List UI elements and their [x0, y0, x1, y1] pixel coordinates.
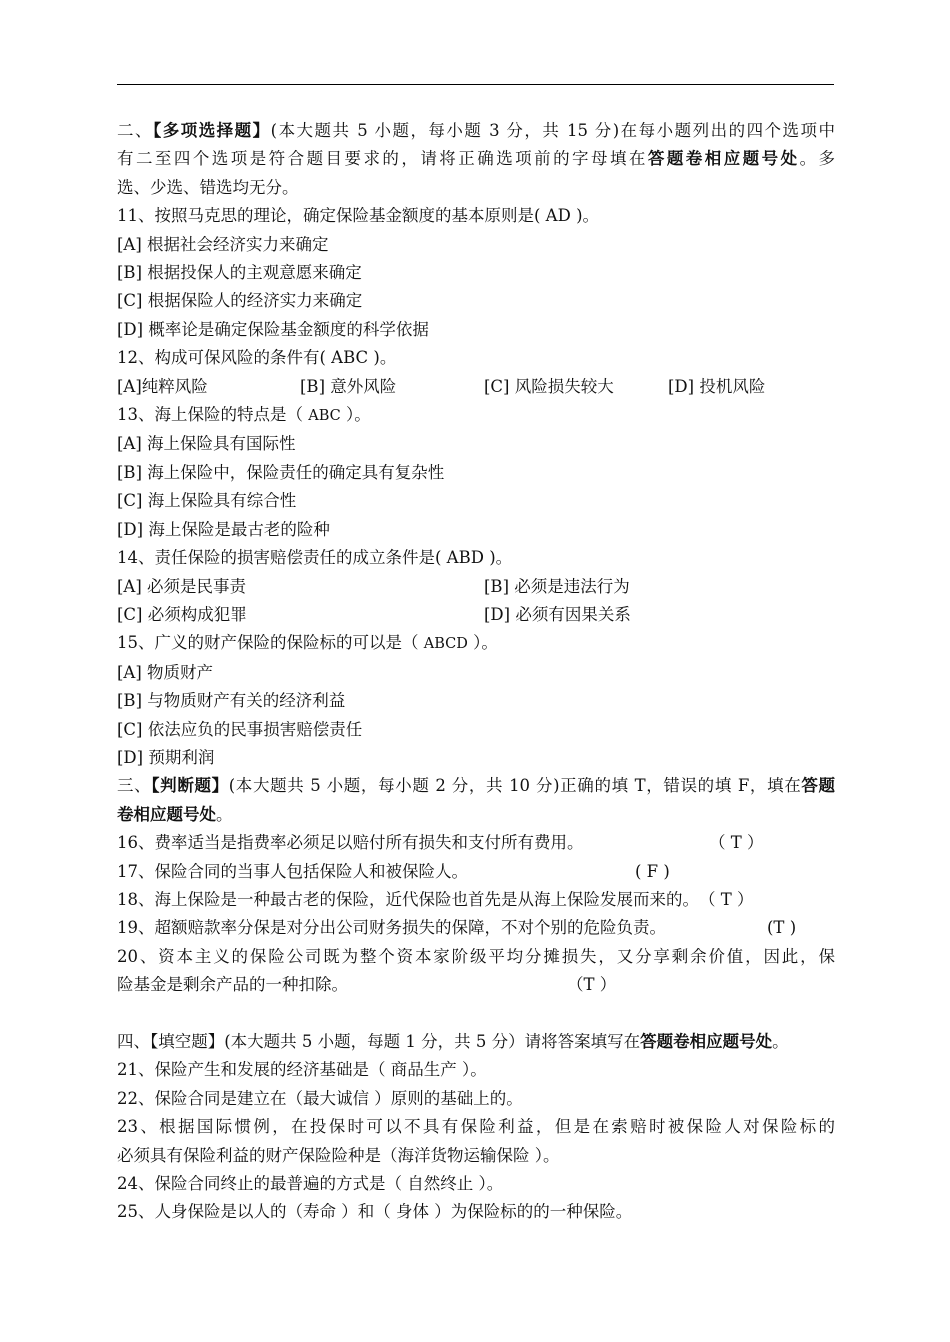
option-15-c: [C] 依法应负的民事损害赔偿责任 [117, 719, 363, 739]
sec2-instructions-3: 。多 [799, 149, 836, 169]
sec3-title: 【判断题】 [151, 776, 229, 796]
option-13-d: [D] 海上保险是最古老的险种 [117, 519, 330, 539]
question-12: 12、构成可保风险的条件有( ABC )。 [117, 348, 397, 368]
question-23-line2: 必须具有保险利益的财产保险险种是（海洋货物运输保险 ）。 [117, 1145, 560, 1165]
sec4-instructions: 四、【填空题】(本大题共 5 小题，每题 1 分，共 5 分）请将答案填写在 [117, 1031, 641, 1051]
answer-19: (T ) [767, 918, 797, 938]
question-16 [117, 829, 835, 857]
question-22: 22、保险合同是建立在（最大诚信 ）原则的基础上的。 [117, 1088, 523, 1108]
exam-page [117, 117, 835, 1227]
question-18 [117, 886, 835, 914]
question-13-end: ）。 [340, 405, 371, 425]
answer-18: （ T ） [699, 889, 754, 909]
sec4-heading [117, 1028, 835, 1056]
question-21: 21、保险产生和发展的经济基础是（ 商品生产 ）。 [117, 1060, 487, 1080]
sec3-number: 三、 [117, 776, 152, 796]
question-20-text: 险基金是剩余产品的一种扣除。 [117, 975, 348, 995]
option-14-d: [D] 必须有因果关系 [484, 604, 631, 624]
question-14: 14、责任保险的损害赔偿责任的成立条件是( ABD )。 [117, 548, 513, 568]
answer-15: ABCD [423, 636, 468, 653]
sec3-heading-line1 [117, 772, 835, 800]
options-12 [117, 373, 835, 401]
sec3-period: 。 [216, 804, 233, 824]
option-11-c: [C] 根据保险人的经济实力来确定 [117, 291, 363, 311]
sec2-answer-sheet-note: 答题卷相应题号处 [647, 149, 800, 169]
sec2-instructions-2: 有二至四个选项是符合题目要求的，请将正确选项前的字母填在 [117, 149, 648, 169]
question-13-text: 13、海上保险的特点是（ [117, 405, 309, 425]
header-rule [117, 84, 834, 85]
option-12-c: [C] 风险损失较大 [484, 376, 614, 396]
sec2-heading-line3: 选、少选、错选均无分。 [117, 177, 299, 197]
option-11-d: [D] 概率论是确定保险基金额度的科学依据 [117, 319, 429, 339]
option-13-c: [C] 海上保险具有综合性 [117, 491, 297, 511]
option-11-b: [B] 根据投保人的主观意愿来确定 [117, 263, 362, 283]
question-19 [117, 914, 835, 942]
sec2-title: 【多项选择题】 [152, 121, 271, 140]
option-13-b: [B] 海上保险中，保险责任的确定具有复杂性 [117, 462, 445, 482]
question-25: 25、人身保险是以人的（寿命 ）和（ 身体 ）为保险标的的一种保险。 [117, 1202, 633, 1222]
option-15-b: [B] 与物质财产有关的经济利益 [117, 691, 346, 711]
sec3-answer-sheet-note-1: 答题 [801, 776, 835, 796]
question-19-text: 19、超额赔款率分保是对分出公司财务损失的保障，不对个别的危险负责。 [117, 918, 666, 938]
answer-13: ABC [308, 408, 341, 425]
section-spacer [117, 1000, 835, 1028]
option-12-d: [D] 投机风险 [668, 376, 766, 396]
sec3-answer-sheet-note-2: 卷相应题号处 [117, 804, 216, 824]
option-14-a: [A] 必须是民事责 [117, 576, 247, 596]
question-23-line1: 23、根据国际惯例，在投保时可以不具有保险利益，但是在索赔时被保险人对保险标的 [117, 1117, 835, 1137]
sec2-number: 二、 [117, 121, 153, 140]
sec2-heading-line1 [117, 117, 835, 145]
question-24: 24、保险合同终止的最普遍的方式是（ 自然终止 ）。 [117, 1174, 504, 1194]
option-13-a: [A] 海上保险具有国际性 [117, 434, 296, 454]
option-11-a: [A] 根据社会经济实力来确定 [117, 234, 329, 254]
sec3-instructions: (本大题共 5 小题，每小题 2 分，共 10 分)正确的填 T，错误的填 F，填在 [228, 776, 802, 796]
question-15-end: ）。 [467, 633, 498, 653]
option-15-a: [A] 物质财产 [117, 662, 214, 682]
question-20-line2 [117, 971, 835, 999]
question-15 [117, 629, 835, 658]
question-16-text: 16、费率适当是指费率必须足以赔付所有损失和支付所有费用。 [117, 833, 584, 853]
option-15-d: [D] 预期利润 [117, 747, 215, 767]
sec4-answer-sheet-note: 答题卷相应题号处 [640, 1031, 773, 1051]
question-15-text: 15、广义的财产保险的保险标的可以是（ [117, 633, 424, 653]
question-13 [117, 401, 835, 430]
option-14-c: [C] 必须构成犯罪 [117, 604, 247, 624]
question-11: 11、按照马克思的理论，确定保险基金额度的基本原则是( AD )。 [117, 206, 600, 226]
sec2-heading-line2 [117, 145, 835, 173]
question-20-line1: 20、资本主义的保险公司既为整个资本家阶级平均分摊损失，又分享剩余价值，因此，保 [117, 946, 835, 966]
options-14-row1 [117, 573, 835, 601]
sec3-heading-line2 [117, 801, 835, 829]
options-14-row2 [117, 601, 835, 629]
answer-16: （ T ） [709, 833, 764, 853]
sec4-period: 。 [772, 1031, 789, 1051]
answer-17: ( F ) [635, 861, 670, 881]
answer-20: （T ） [567, 975, 617, 995]
option-12-b: [B] 意外风险 [300, 376, 397, 396]
option-12-a: [A]纯粹风险 [117, 376, 208, 396]
question-18-text: 18、海上保险是一种最古老的保险，近代保险也首先是从海上保险发展而来的。 [117, 889, 699, 909]
option-14-b: [B] 必须是违法行为 [484, 576, 630, 596]
question-17-text: 17、保险合同的当事人包括保险人和被保险人。 [117, 861, 468, 881]
question-17 [117, 858, 835, 886]
sec2-instructions: (本大题共 5 小题，每小题 3 分，共 15 分)在每小题列出的四个选项中 [270, 121, 836, 140]
